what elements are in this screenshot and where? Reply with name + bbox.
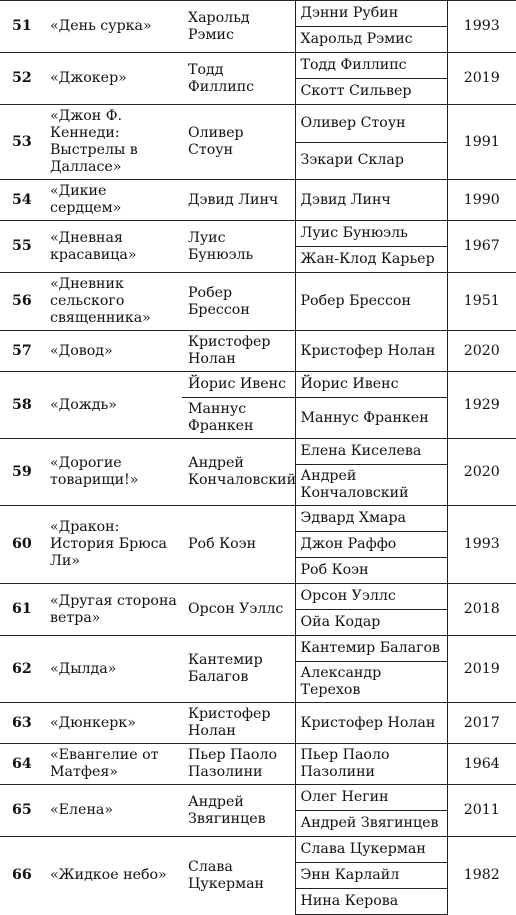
table-row [0,221,516,247]
film-screenwriter: Кристофер Нолан [295,331,447,372]
film-screenwriter: Йорис Ивенс [295,372,447,398]
film-year: 1964 [447,744,516,785]
film-screenwriter: Жан-Клод Карьер [295,247,447,273]
film-year: 1990 [447,180,516,221]
film-year: 2019 [447,53,516,105]
film-year: 1982 [447,837,516,915]
table-row [0,744,516,785]
film-number: 65 [0,785,42,837]
film-screenwriter: Эдвард Хмара [295,506,447,532]
film-director: Пьер Паоло Пазолини [182,744,295,785]
films-table-body [0,1,516,915]
film-screenwriter: Кристофер Нолан [295,703,447,744]
film-director: Робер Брессон [182,273,295,331]
film-year: 2020 [447,439,516,506]
film-number: 58 [0,372,42,439]
film-director: Кантемир Балагов [182,636,295,703]
film-screenwriter: Олег Негин [295,785,447,811]
film-screenwriter: Елена Киселева [295,439,447,465]
film-director: Кристофер Нолан [182,331,295,372]
film-screenwriter: Орсон Уэллс [295,584,447,610]
film-director: Андрей Кончаловский [182,439,295,506]
film-number: 51 [0,1,42,53]
film-director: Кристофер Нолан [182,703,295,744]
film-year: 2017 [447,703,516,744]
film-screenwriter: Харольд Рэмис [295,27,447,53]
film-title: «Елена» [42,785,182,837]
film-screenwriter: Роб Коэн [295,558,447,584]
film-year: 1929 [447,372,516,439]
film-title: «Дождь» [42,372,182,439]
film-screenwriter: Ойа Кодар [295,610,447,636]
table-row [0,506,516,532]
film-number: 62 [0,636,42,703]
film-director: Слава Цукерман [182,837,295,915]
film-screenwriter: Дэнни Рубин [295,1,447,27]
table-row [0,584,516,610]
film-title: «День сурка» [42,1,182,53]
film-screenwriter: Кантемир Балагов [295,636,447,662]
film-director: Йорис Ивенс [182,372,295,398]
film-number: 57 [0,331,42,372]
table-row [0,105,516,143]
film-director: Роб Коэн [182,506,295,584]
table-row [0,636,516,662]
film-number: 54 [0,180,42,221]
film-screenwriter: Оливер Стоун [295,105,447,143]
film-screenwriter: Робер Брессон [295,273,447,331]
film-screenwriter: Андрей Кончаловский [295,465,447,506]
film-title: «Джокер» [42,53,182,105]
film-screenwriter: Дэвид Линч [295,180,447,221]
film-title: «Довод» [42,331,182,372]
film-screenwriter: Слава Цукерман [295,837,447,863]
film-number: 66 [0,837,42,915]
film-year: 2011 [447,785,516,837]
film-year: 1991 [447,105,516,180]
film-number: 64 [0,744,42,785]
film-screenwriter: Нина Керова [295,889,447,915]
film-title: «Джон Ф. Кеннеди: Выстрелы в Далласе» [42,105,182,180]
film-year: 2018 [447,584,516,636]
film-director: Луис Бунюэль [182,221,295,273]
film-number: 63 [0,703,42,744]
film-director: Харольд Рэмис [182,1,295,53]
film-title: «Дюнкерк» [42,703,182,744]
film-screenwriter: Луис Бунюэль [295,221,447,247]
film-screenwriter: Джон Раффо [295,532,447,558]
film-screenwriter: Зэкари Склар [295,142,447,180]
table-row [0,180,516,221]
film-title: «Дорогие товарищи!» [42,439,182,506]
film-number: 59 [0,439,42,506]
film-screenwriter: Андрей Звягинцев [295,811,447,837]
film-director: Маннус Франкен [182,398,295,439]
film-director: Андрей Звягинцев [182,785,295,837]
film-year: 1951 [447,273,516,331]
film-screenwriter: Скотт Сильвер [295,79,447,105]
table-row [0,703,516,744]
film-title: «Дикие сердцем» [42,180,182,221]
film-number: 53 [0,105,42,180]
film-screenwriter: Александр Терехов [295,662,447,703]
table-row [0,439,516,465]
film-screenwriter: Пьер Паоло Пазолини [295,744,447,785]
film-number: 60 [0,506,42,584]
film-number: 61 [0,584,42,636]
film-screenwriter: Тодд Филлипс [295,53,447,79]
film-year: 1967 [447,221,516,273]
film-year: 2019 [447,636,516,703]
film-director: Дэвид Линч [182,180,295,221]
film-screenwriter: Энн Карлайл [295,863,447,889]
film-number: 56 [0,273,42,331]
film-year: 2020 [447,331,516,372]
film-screenwriter: Маннус Франкен [295,398,447,439]
film-title: «Дракон: История Брюса Ли» [42,506,182,584]
table-row [0,1,516,27]
table-row [0,785,516,811]
film-title: «Дылда» [42,636,182,703]
film-title: «Евангелие от Матфея» [42,744,182,785]
film-director: Орсон Уэллс [182,584,295,636]
film-number: 52 [0,53,42,105]
table-row [0,53,516,79]
film-director: Оливер Стоун [182,105,295,180]
film-director: Тодд Филлипс [182,53,295,105]
film-title: «Жидкое небо» [42,837,182,915]
film-year: 1993 [447,506,516,584]
table-row [0,331,516,372]
film-title: «Дневник сельского священника» [42,273,182,331]
film-title: «Дневная красавица» [42,221,182,273]
table-row [0,273,516,331]
film-year: 1993 [447,1,516,53]
film-title: «Другая сторона ветра» [42,584,182,636]
table-row [0,372,516,398]
film-number: 55 [0,221,42,273]
